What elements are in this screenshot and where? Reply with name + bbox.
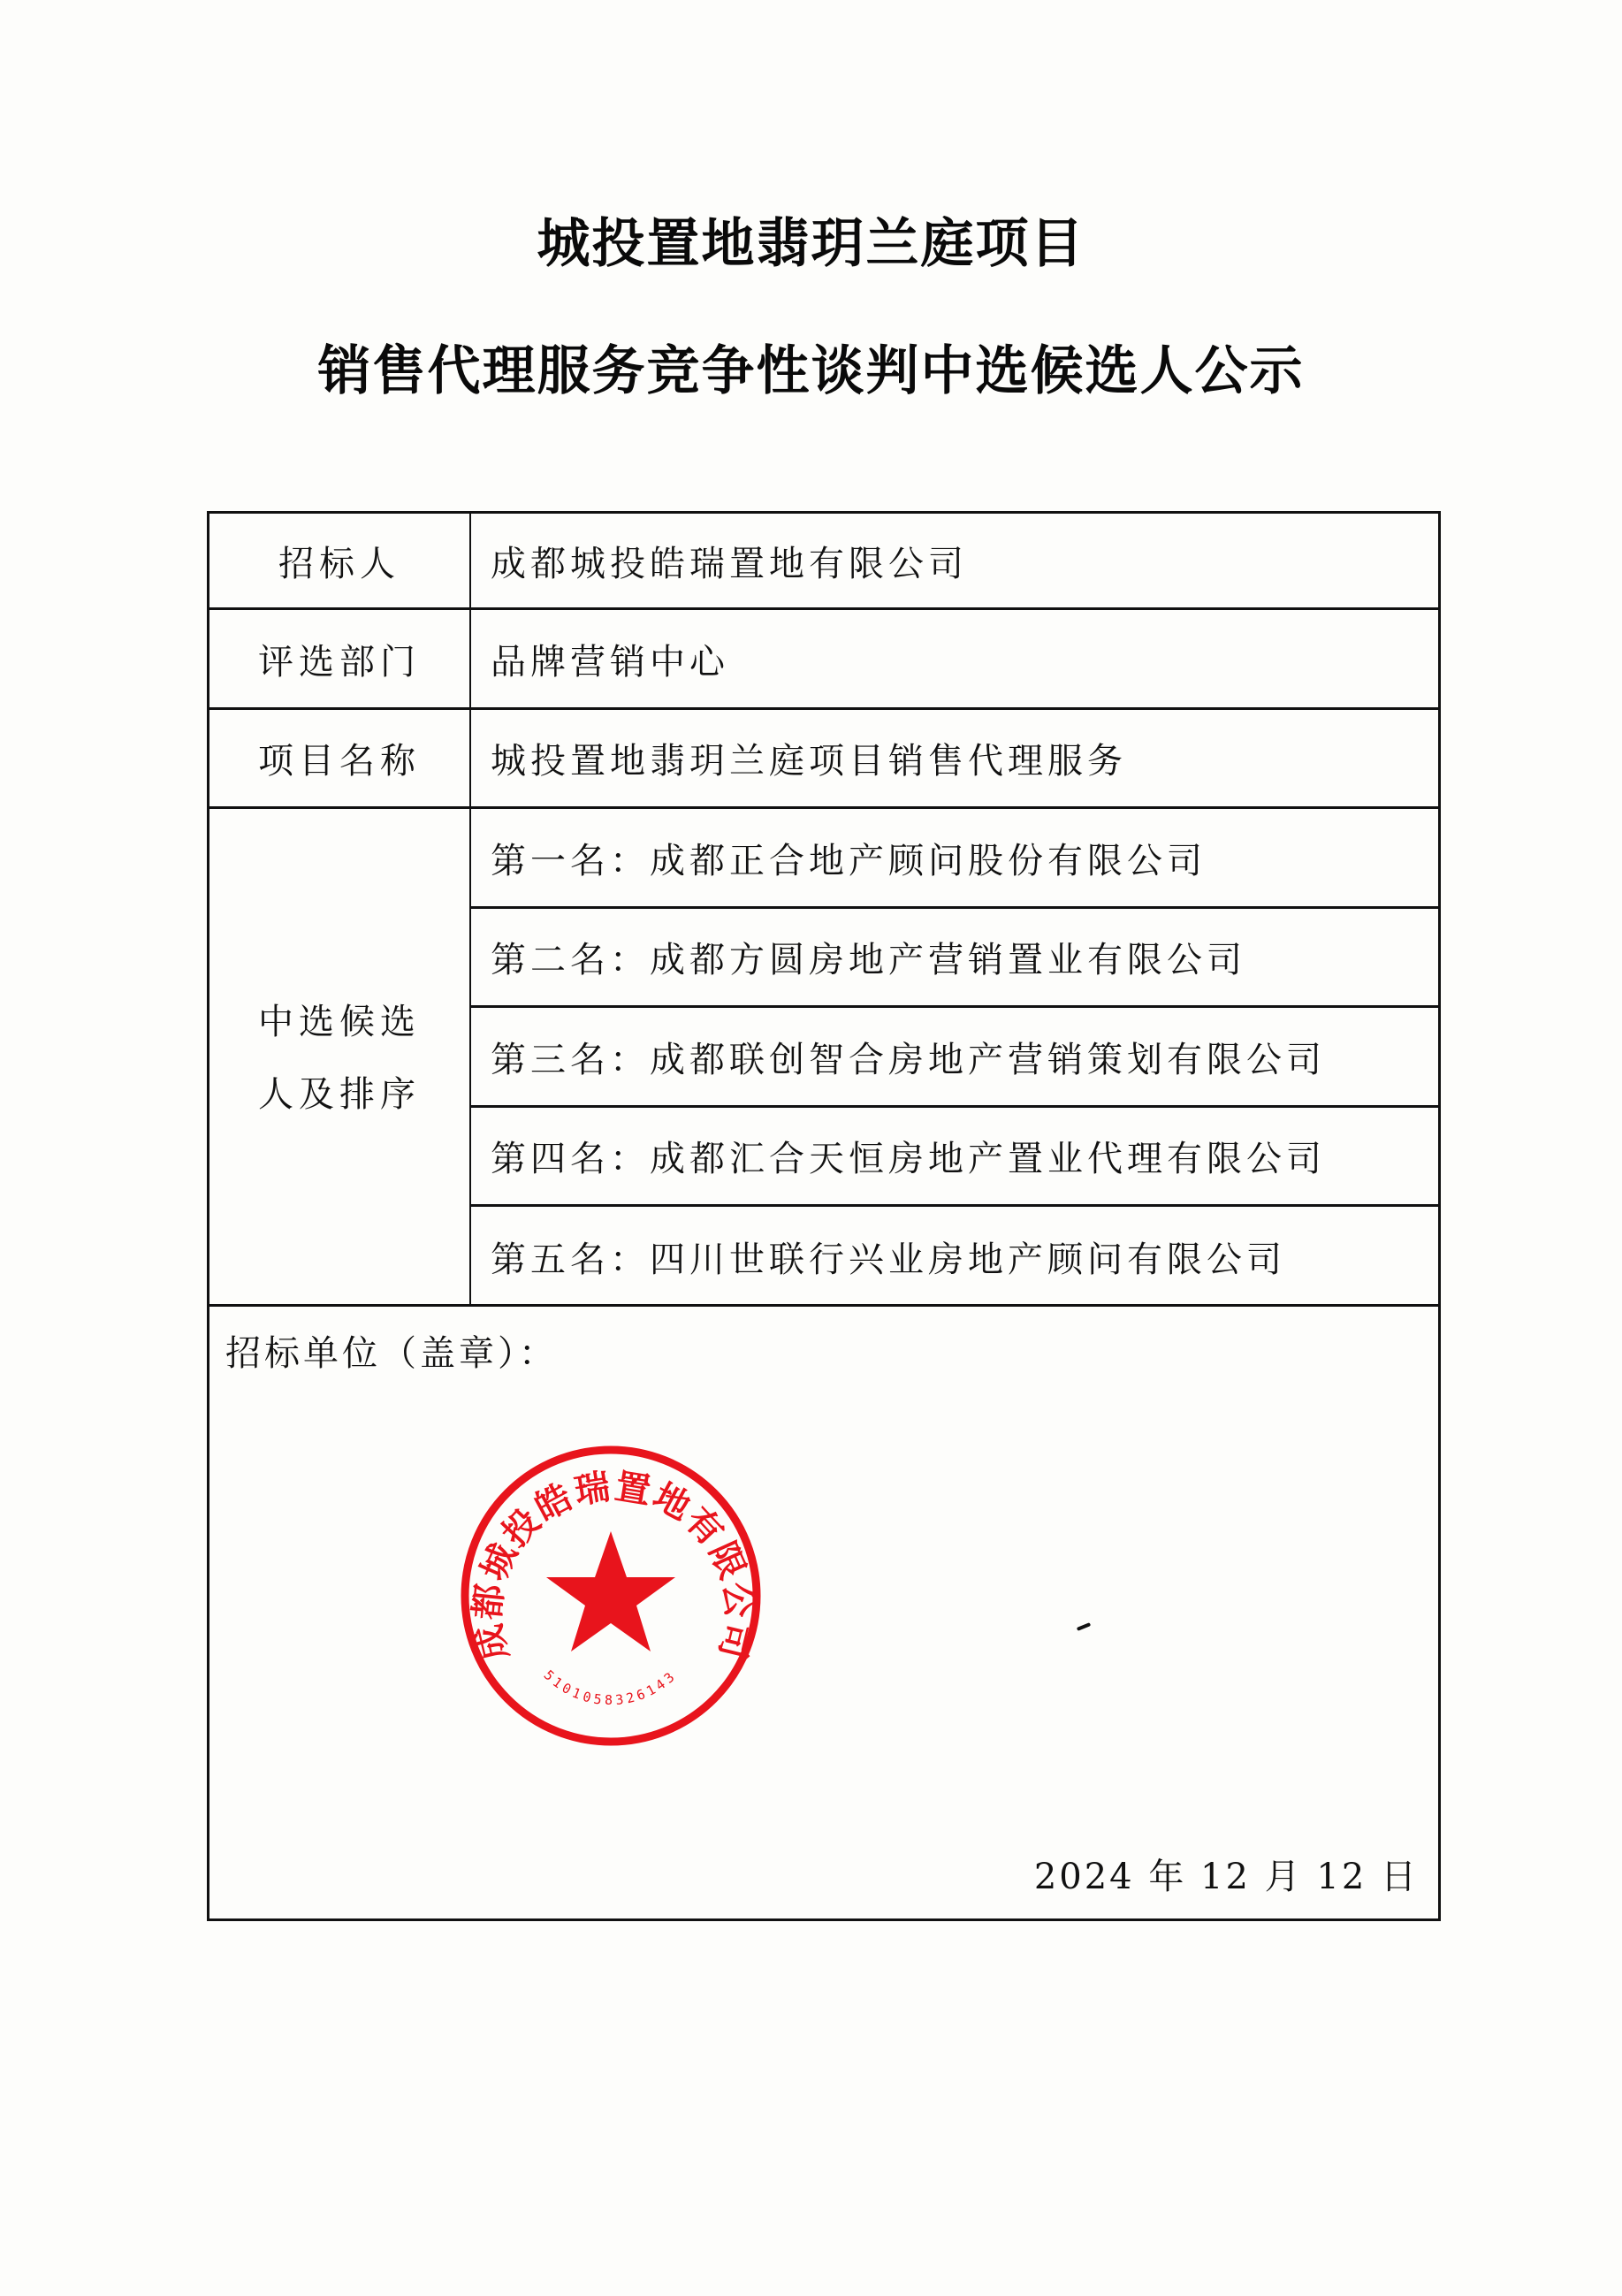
- table-row-department: [209, 610, 1438, 710]
- candidate-row: 第五名：四川世联行兴业房地产顾问有限公司: [491, 1240, 1286, 1280]
- announcement-table: [207, 511, 1441, 1921]
- stamp-label: 招标单位（盖章）：: [225, 1333, 558, 1374]
- candidate-row: 第二名：成都方圆房地产营销置业有限公司: [471, 909, 1438, 1008]
- candidate-row: 第四名：成都汇合天恒房地产置业代理有限公司: [471, 1108, 1438, 1207]
- company-seal-icon: [458, 1443, 764, 1749]
- candidates-label-line1: 中选候选: [258, 1001, 421, 1042]
- candidates-label: [209, 809, 471, 1307]
- candidate-row: 第三名：成都联创智合房地产营销策划有限公司: [471, 1008, 1438, 1108]
- document-title-line1: 城投置地翡玥兰庭项目: [537, 213, 1085, 275]
- seal-number: 5101058326143: [540, 1667, 681, 1709]
- row-value: 城投置地翡玥兰庭项目销售代理服务: [491, 741, 1127, 782]
- date: 2024 年 12 月 12 日: [1033, 1857, 1419, 1897]
- candidate-row: 第一名：成都正合地产顾问股份有限公司: [471, 809, 1438, 909]
- row-label: 项目名称: [209, 710, 471, 806]
- seal-text: 成都城投皓瑞置地有限公司: [467, 1466, 760, 1665]
- row-value: 品牌营销中心: [491, 641, 729, 683]
- row-value: 成都城投皓瑞置地有限公司: [491, 543, 968, 584]
- divider: [209, 1304, 1438, 1307]
- table-row-project-name: [209, 710, 1438, 809]
- table-row-tenderer: [209, 514, 1438, 610]
- row-label: 评选部门: [209, 610, 471, 707]
- document-title-line2: 销售代理服务竞争性谈判中选候选人公示: [317, 340, 1305, 402]
- candidates-label-line2: 人及排序: [258, 1073, 421, 1115]
- row-label: 招标人: [209, 514, 471, 607]
- svg-text:5101058326143: [541, 1667, 681, 1708]
